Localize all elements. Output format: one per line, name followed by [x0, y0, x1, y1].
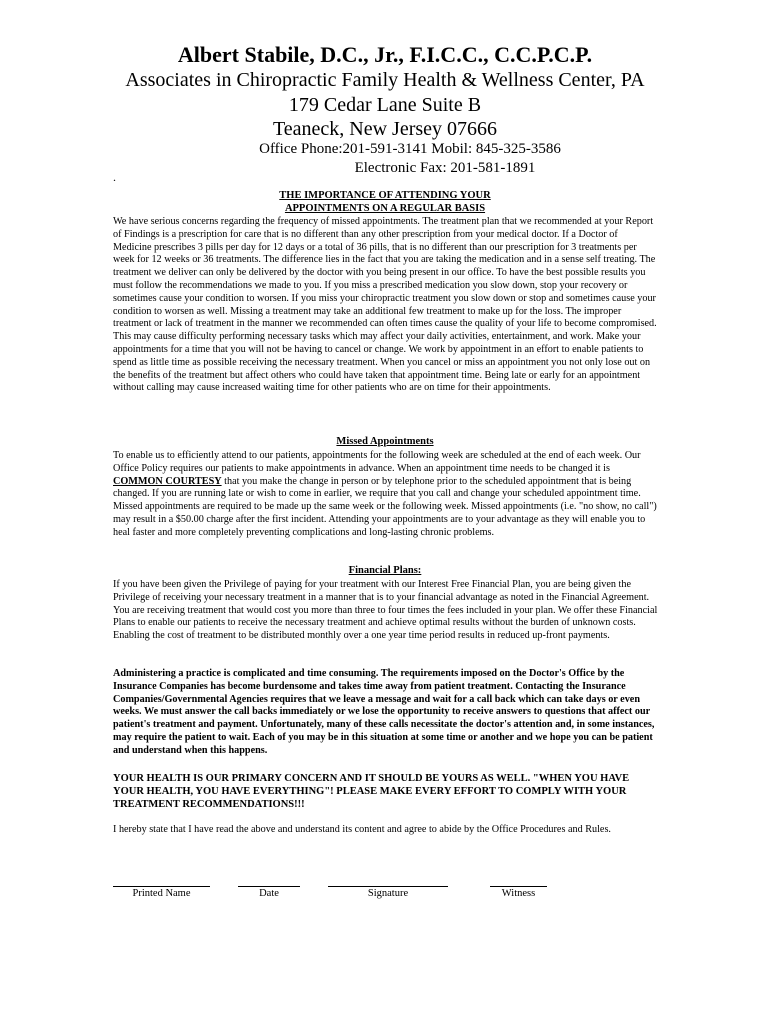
date-label: Date	[259, 888, 279, 899]
signature-label: Signature	[367, 888, 409, 899]
witness-label: Witness	[501, 888, 536, 899]
date-line[interactable]	[238, 886, 300, 887]
importance-title-line-2: APPOINTMENTS ON A REGULAR BASIS	[284, 203, 486, 214]
practice-name: Associates in Chiropractic Family Health & Wellness Center, PA	[125, 69, 645, 91]
printed-name-line[interactable]	[113, 886, 210, 887]
printed-name-label: Printed Name	[132, 888, 191, 899]
signature-line[interactable]	[328, 886, 448, 887]
doctor-name: Albert Stabile, D.C., Jr., F.I.C.C., C.C.P.C.P.	[177, 42, 593, 67]
missed-appointments-title: Missed Appointments	[336, 436, 434, 447]
missed-appointments-paragraph	[113, 450, 658, 540]
missed-text-before: To enable us to efficiently attend to our patients, appointments for the following week are scheduled at the end of each week. Our Office Policy requires our patients to make appointments in advance. When an appointment time needs to be changed it is	[113, 450, 641, 474]
stray-dot: .	[113, 170, 116, 184]
common-courtesy-emphasis: COMMON COURTESY	[113, 475, 222, 487]
missed-text-after: that you make the change in person or by telephone prior to the scheduled appointment that is being changed. If you are running late or wish to come in earlier, we require that you call and change your scheduled appointment time. Missed appointments are required to be made up the same week or the following week. Missed appointments (i.e. "no show, no call") may result in a $50.00 charge after the first incident. Attending your appointments are to your advantage as they will enable you to heal faster and more completely preventing complications and long-lasting chronic problems.	[113, 475, 657, 538]
importance-paragraph: We have serious concerns regarding the frequency of missed appointments. The treatment plan that we recommended at your Report of Findings is a prescription for care that is no different than any other prescription from your medical doctor. If a Doctor of Medicine prescribes 3 pills per day for 12 days or a total of 36 pills, that is no different than our prescription for 3 treatments per week for 12 weeks or 36 treatments. The difference lies in the fact that you are taking the medication and in a sense self treating. The treatment we deliver can only be delivered by the doctor with you being present in our office. To have the best possible results you must follow the recommendations we made to you. If you miss a prescribed medication you slow down, stop your recovery or sometimes cause your condition to worsen. If you miss your chiropractic treatment you slow down or stop and sometimes cause your condition to worsen as well. Missing a treatment may take an additional few treatment to make up for the loss. The improper treatment or lack of treatment in the manner we recommended can often times cause the quality of your life to become compromised. This may cause difficulty performing necessary tasks which may affect your daily activities, entertainment, and work. Make your appointments for a time that you will not be having to cancel or change. We work by appointment in an effort to enable patients to spend as little time as possible receiving the necessary treatment. When you cancel or miss an appointment you not only lose out on the benefits of the treatment but affect others who could have taken that appointment time. Being late or early for an appointment without calling may cause increased waiting time for other patients who are on time for their appointments.	[113, 216, 657, 394]
phone-line: Office Phone:201-591-3141 Mobil: 845-325-3586	[259, 141, 561, 157]
address-line-2: Teaneck, New Jersey 07666	[272, 118, 498, 140]
importance-title-line-1: THE IMPORTANCE OF ATTENDING YOUR	[279, 190, 491, 201]
witness-line[interactable]	[490, 886, 547, 887]
fax-line: Electronic Fax: 201-581-1891	[354, 160, 536, 176]
financial-plans-title: Financial Plans:	[348, 565, 422, 576]
address-line-1: 179 Cedar Lane Suite B	[288, 94, 482, 116]
health-concern-paragraph: YOUR HEALTH IS OUR PRIMARY CONCERN AND IT SHOULD BE YOURS AS WELL. "WHEN YOU HAVE YOUR HEALTH, YOU HAVE EVERYTHING"! PLEASE MAKE EVERY EFFORT TO COMPLY WITH YOUR TREATMENT RECOMMENDATIONS!!!	[113, 773, 630, 810]
financial-plans-paragraph: If you have been given the Privilege of paying for your treatment with our Interest Free Financial Plan, you are being given the Privilege of receiving your necessary treatment in a manner that is to your financial advantage as noted in the Financial Agreement. You are receiving treatment that would cost you more than three to four times the fees included in your plan. We offer these Financial Plans to enable our patients to receive the necessary treatment and achieve optimal results without the burden of unknown costs. Enabling the cost of treatment to be distributed monthly over a one year time period results in reduced up-front payments.	[113, 579, 658, 642]
administering-paragraph: Administering a practice is complicated and time consuming. The requirements imposed on the Doctor's Office by the Insurance Companies has become burdensome and takes time away from patient treatment. Contacting the Insurance Companies/Governmental Agencies requires that we leave a message and wait for a call back which can take days or even weeks. We must answer the call backs immediately or we lose the opportunity to receive answers to questions that affect our patient's treatment and payment. Unfortunately, many of these calls necessitate the doctor's attention and, in some instances, may require the patient to wait. Each of you may be in this situation at some time or another and we hope you can be patient and understand when this happens.	[113, 668, 655, 756]
agreement-statement: I hereby state that I have read the above and understand its content and agree to abide by the Office Procedures and Rules.	[113, 824, 611, 835]
